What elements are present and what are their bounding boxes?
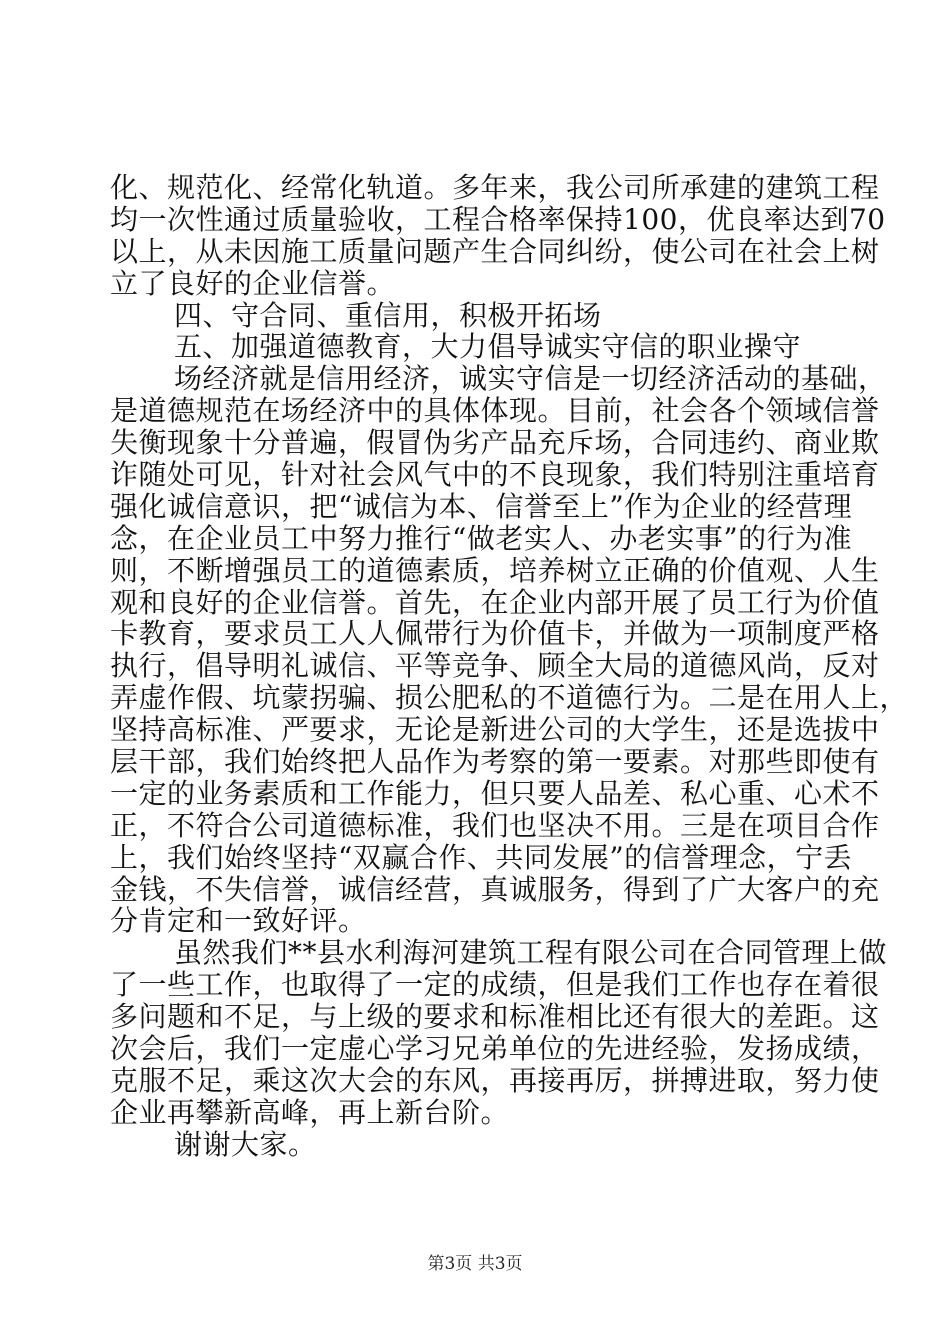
- text-line: 多问题和不足，与上级的要求和标准相比还有很大的差距。这: [110, 1000, 880, 1034]
- text-line: 念，在企业员工中努力推行“做老实人、办老实事”的行为准: [110, 521, 853, 555]
- document-body: [110, 171, 909, 1161]
- text-line: 上，我们始终坚持“双赢合作、共同发展”的信誉理念，宁丢: [110, 840, 853, 874]
- text-line: 企业再攀新高峰，再上新台阶。: [110, 1095, 510, 1129]
- text-line: 正，不符合公司道德标准，我们也坚决不用。三是在项目合作: [110, 808, 880, 842]
- page-footer: 第3页 共3页: [427, 1254, 523, 1274]
- text-line: 观和良好的企业信誉。首先，在企业内部开展了员工行为价值: [110, 585, 880, 619]
- text-line: 则，不断增强员工的道德素质，培养树立正确的价值观、人生: [110, 553, 880, 587]
- text-line: 虽然我们**县水利海河建筑工程有限公司在合同管理上做: [174, 936, 888, 970]
- text-line: 执行，倡导明礼诚信、平等竞争、顾全大局的道德风尚，反对: [110, 649, 880, 683]
- text-line: 坚持高标准、严要求，无论是新进公司的大学生，还是选拔中: [110, 713, 880, 747]
- text-line: 强化诚信意识，把“诚信为本、信誉至上”作为企业的经营理: [110, 489, 853, 523]
- text-line: 一定的业务素质和工作能力，但只要人品差、私心重、心术不: [110, 776, 880, 810]
- text-line: 层干部，我们始终把人品作为考察的第一要素。对那些即使有: [110, 745, 880, 779]
- text-line: 均一次性通过质量验收，工程合格率保持100，优良率达到70: [110, 202, 886, 236]
- text-line: 了一些工作，也取得了一定的成绩，但是我们工作也存在着很: [110, 968, 880, 1002]
- text-line: 四、守合同、重信用，积极开拓场: [174, 298, 602, 332]
- text-line: 诈随处可见，针对社会风气中的不良现象，我们特别注重培育: [110, 458, 880, 492]
- text-line: 次会后，我们一定虚心学习兄弟单位的先进经验，发扬成绩，: [110, 1032, 880, 1066]
- text-line: 弄虚作假、坑蒙拐骗、损公肥私的不道德行为。二是在用人上，: [110, 681, 909, 715]
- text-line: 五、加强道德教育，大力倡导诚实守信的职业操守: [174, 330, 802, 364]
- text-line: 是道德规范在场经济中的具体体现。目前，社会各个领域信誉: [110, 394, 880, 428]
- text-line: 克服不足，乘这次大会的东风，再接再厉，拼搏进取，努力使: [110, 1063, 880, 1097]
- text-line: 以上，从未因施工质量问题产生合同纠纷，使公司在社会上树: [110, 234, 880, 268]
- text-line: 化、规范化、经常化轨道。多年来，我公司所承建的建筑工程: [110, 171, 880, 204]
- text-line: 立了良好的企业信誉。: [110, 266, 396, 300]
- text-line: 失衡现象十分普遍，假冒伪劣产品充斥场，合同违约、商业欺: [110, 426, 880, 460]
- text-line: 卡教育，要求员工人人佩带行为价值卡，并做为一项制度严格: [110, 617, 880, 651]
- text-line: 金钱，不失信誉，诚信经营，真诚服务，得到了广大客户的充: [110, 872, 880, 906]
- text-line: 谢谢大家。: [174, 1127, 317, 1161]
- text-line: 场经济就是信用经济，诚实守信是一切经济活动的基础，: [174, 362, 887, 396]
- text-line: 分肯定和一致好评。: [110, 904, 367, 938]
